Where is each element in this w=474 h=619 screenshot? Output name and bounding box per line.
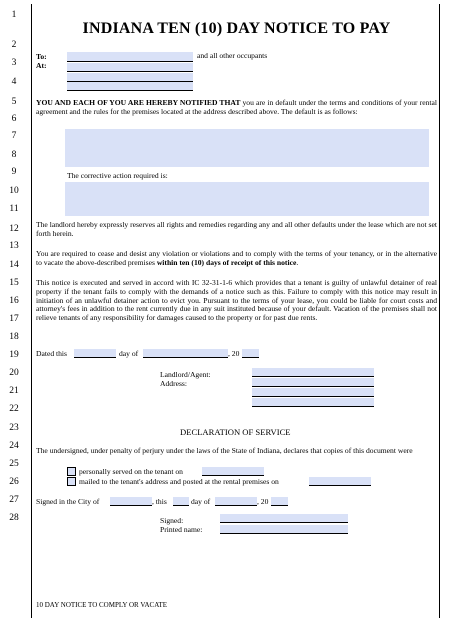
line-number: 18 [9,332,19,342]
landlord-address-underline-1 [252,386,374,387]
line-number: 17 [9,314,19,324]
line-number: 22 [9,404,19,414]
line-number: 7 [11,131,17,141]
address-field-2[interactable] [67,73,193,81]
city-underline [110,505,152,506]
day-of-label: day of [119,349,139,358]
notice-paragraph [36,99,437,117]
landlord-address-field-1[interactable] [252,378,374,386]
line-number: 26 [9,477,19,487]
signature-underline [220,522,348,523]
personally-served-checkbox[interactable] [67,467,76,476]
line-number: 10 [9,186,19,196]
dated-year-field[interactable] [242,349,259,357]
dated-month-underline [143,357,228,358]
city-field[interactable] [110,497,152,505]
line-number: 13 [9,241,19,251]
occupants-text: and all other occupants [197,51,268,60]
dated-year-underline [242,357,259,358]
line-number: 16 [9,296,19,306]
signed-day-field[interactable] [173,497,189,505]
left-margin-rule [31,4,32,618]
tenant-name-field[interactable] [67,52,193,61]
line-number: 19 [9,350,19,360]
signed-city-label: Signed in the City of [36,497,100,506]
at-label: At: [36,61,47,70]
address-field-3[interactable] [67,82,193,90]
printed-name-label: Printed name: [160,525,203,534]
personally-served-date-field[interactable] [202,467,264,475]
printed-name-underline [220,533,348,534]
personally-served-date-underline [202,475,264,476]
signed-day-underline [173,505,189,506]
line-number-gutter [0,0,30,619]
cease-text: You are required to cease and desist any violation or violations and to comply with the terms of your tenancy, or in the alternative to vacate the above-described premises [36,249,437,267]
line-number: 27 [9,495,19,505]
line-number: 28 [9,513,19,523]
cease-end: . [296,257,299,267]
line-number: 9 [11,167,17,177]
line-number: 5 [11,97,17,107]
personally-served-label: personally served on the tenant on [79,467,183,476]
declaration-paragraph: The undersigned, under penalty of perjury under the laws of the State of Indiana, declares that copies of this document were [36,446,413,455]
notice-bold-text: YOU AND EACH OF YOU ARE HEREBY NOTIFIED THAT [36,98,241,107]
mailed-posted-checkbox[interactable] [67,477,76,486]
corrective-action-label: The corrective action required is: [67,171,168,180]
cease-deadline-text: within ten (10) days of receipt of this notice [156,257,297,267]
line-number: 25 [9,459,19,469]
line-number: 4 [11,77,17,87]
this-label: , this [152,497,167,506]
corrective-action-field[interactable] [65,182,429,216]
landlord-address-underline-3 [252,406,374,407]
tenant-name-underline [67,61,193,62]
dated-month-field[interactable] [143,349,228,357]
address-underline-3 [67,90,193,91]
line-number: 3 [11,58,17,68]
landlord-name-field[interactable] [252,368,374,376]
dated-day-field[interactable] [74,349,116,357]
declaration-title: DECLARATION OF SERVICE [180,427,291,437]
line-number: 20 [9,368,19,378]
year-prefix-label: , 20 [228,349,240,358]
cease-desist-paragraph [36,250,437,268]
signed-label: Signed: [160,516,184,525]
landlord-address-underline-2 [252,396,374,397]
signed-year-prefix: , 20 [257,497,269,506]
mailed-posted-date-underline [309,485,371,486]
line-number: 2 [11,40,17,50]
dated-this-label: Dated this [36,349,68,358]
statute-paragraph: This notice is executed and served in accord with IC 32-31-1-6 which provides that a tenant is guilty of unlawful detainer of real property if the tenant fails to comply with the demands of a notice such as this. Failure to comply with this notice may result in initiation of an unlawful detainer action to evict you. Pursuant to the terms of your lease, you could be liable for court costs and attorney's fees in addition to the rent currently due in any suit instituted because of your default. Vacation of the premises shall not relieve tenants of any responsibility for damages caused to the property or for past due rents. [36,278,437,323]
landlord-address-field-2[interactable] [252,388,374,396]
line-number: 1 [11,10,17,20]
address-underline-1 [67,71,193,72]
signed-year-field[interactable] [271,497,288,505]
default-description-field[interactable] [65,129,429,167]
signed-day-of-label: day of [191,497,211,506]
address-field-1[interactable] [67,63,193,71]
line-number: 12 [9,224,19,234]
line-number: 6 [11,114,17,124]
to-label: To: [36,52,47,61]
notice-body-text: you are in default under the terms and conditions of your rental agreement and the rules for the premises located at the address described above. The default is as follows: [36,98,437,116]
footer-text: 10 DAY NOTICE TO COMPLY OR VACATE [36,601,168,609]
printed-name-field[interactable] [220,525,348,533]
landlord-address-field-3[interactable] [252,398,374,406]
landlord-agent-label: Landlord/Agent: [160,370,211,379]
address-label: Address: [160,379,187,388]
dated-day-underline [74,357,116,358]
right-margin-rule [439,4,440,618]
signed-month-underline [215,505,257,506]
line-number: 15 [9,278,19,288]
landlord-name-underline [252,376,374,377]
line-number: 8 [11,150,17,160]
line-number: 23 [9,423,19,433]
mailed-posted-label: mailed to the tenant's address and posted at the rental premises on [79,477,279,486]
reserve-rights-paragraph: The landlord hereby expressly reserves all rights and remedies regarding any and all other defaults under the lease which are not set forth herein. [36,220,437,238]
page-title: INDIANA TEN (10) DAY NOTICE TO PAY [82,20,391,37]
signed-year-underline [271,505,288,506]
line-number: 21 [9,386,19,396]
mailed-posted-date-field[interactable] [309,477,371,485]
line-number: 11 [9,204,19,214]
signed-month-field[interactable] [215,497,257,505]
line-number: 24 [9,441,19,451]
line-number: 14 [9,260,19,270]
signature-field[interactable] [220,514,348,522]
